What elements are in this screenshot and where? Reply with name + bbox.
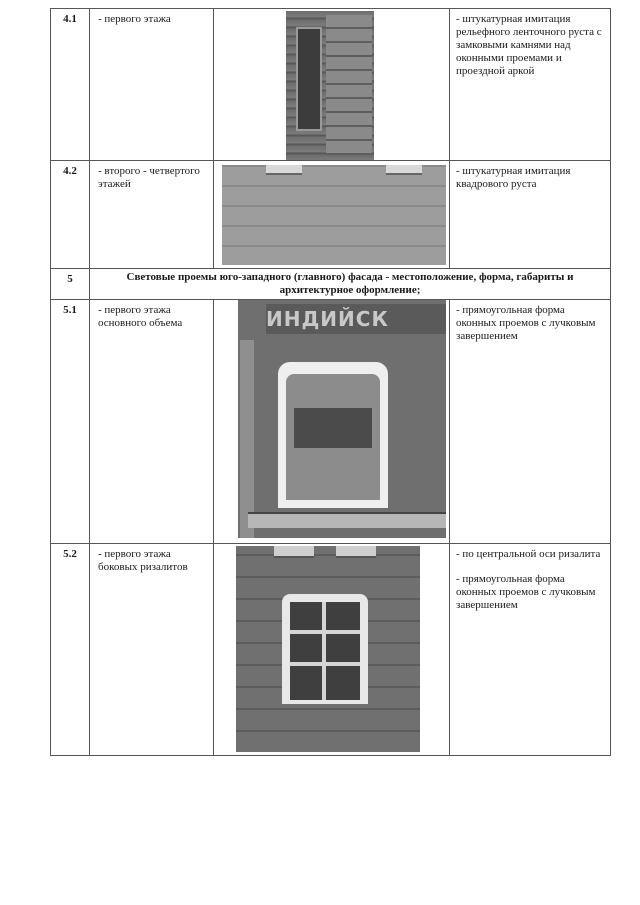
window-photo <box>214 300 450 544</box>
section-heading: Световые проемы юго-западного (главного) фасада - местоположение, форма, габариты и архитектурное оформление; <box>90 269 611 300</box>
element-name: - первого этажа боковых ризалитов <box>90 544 214 756</box>
row-number: 5.1 <box>51 300 90 544</box>
element-description: - прямоугольная форма оконных проемов с лучковым завершением <box>450 300 611 544</box>
facade-elements-table <box>50 8 611 756</box>
element-description: - по центральной оси ризалита - прямоугольная форма оконных проемов с лучковым завершением <box>450 544 611 756</box>
row-number: 4.2 <box>51 161 90 269</box>
row-number: 4.1 <box>51 9 90 161</box>
facade-photo <box>214 161 450 269</box>
element-name: - второго - четвертого этажей <box>90 161 214 269</box>
element-name: - первого этажа <box>90 9 214 161</box>
table-row <box>51 544 611 756</box>
element-description: - штукатурная имитация квадрового руста <box>450 161 611 269</box>
section-number: 5 <box>51 269 90 300</box>
photo-sign-text: ИНДИЙСК <box>266 304 446 334</box>
table-row <box>51 300 611 544</box>
section-heading-row <box>51 269 611 300</box>
table-row <box>51 9 611 161</box>
window-photo <box>214 544 450 756</box>
element-name: - первого этажа основного объема <box>90 300 214 544</box>
row-number: 5.2 <box>51 544 90 756</box>
element-description: - штукатурная имитация рельефного ленточного руста с замковыми камнями над оконными проемами и проездной аркой <box>450 9 611 161</box>
table-row <box>51 161 611 269</box>
facade-photo <box>214 9 450 161</box>
